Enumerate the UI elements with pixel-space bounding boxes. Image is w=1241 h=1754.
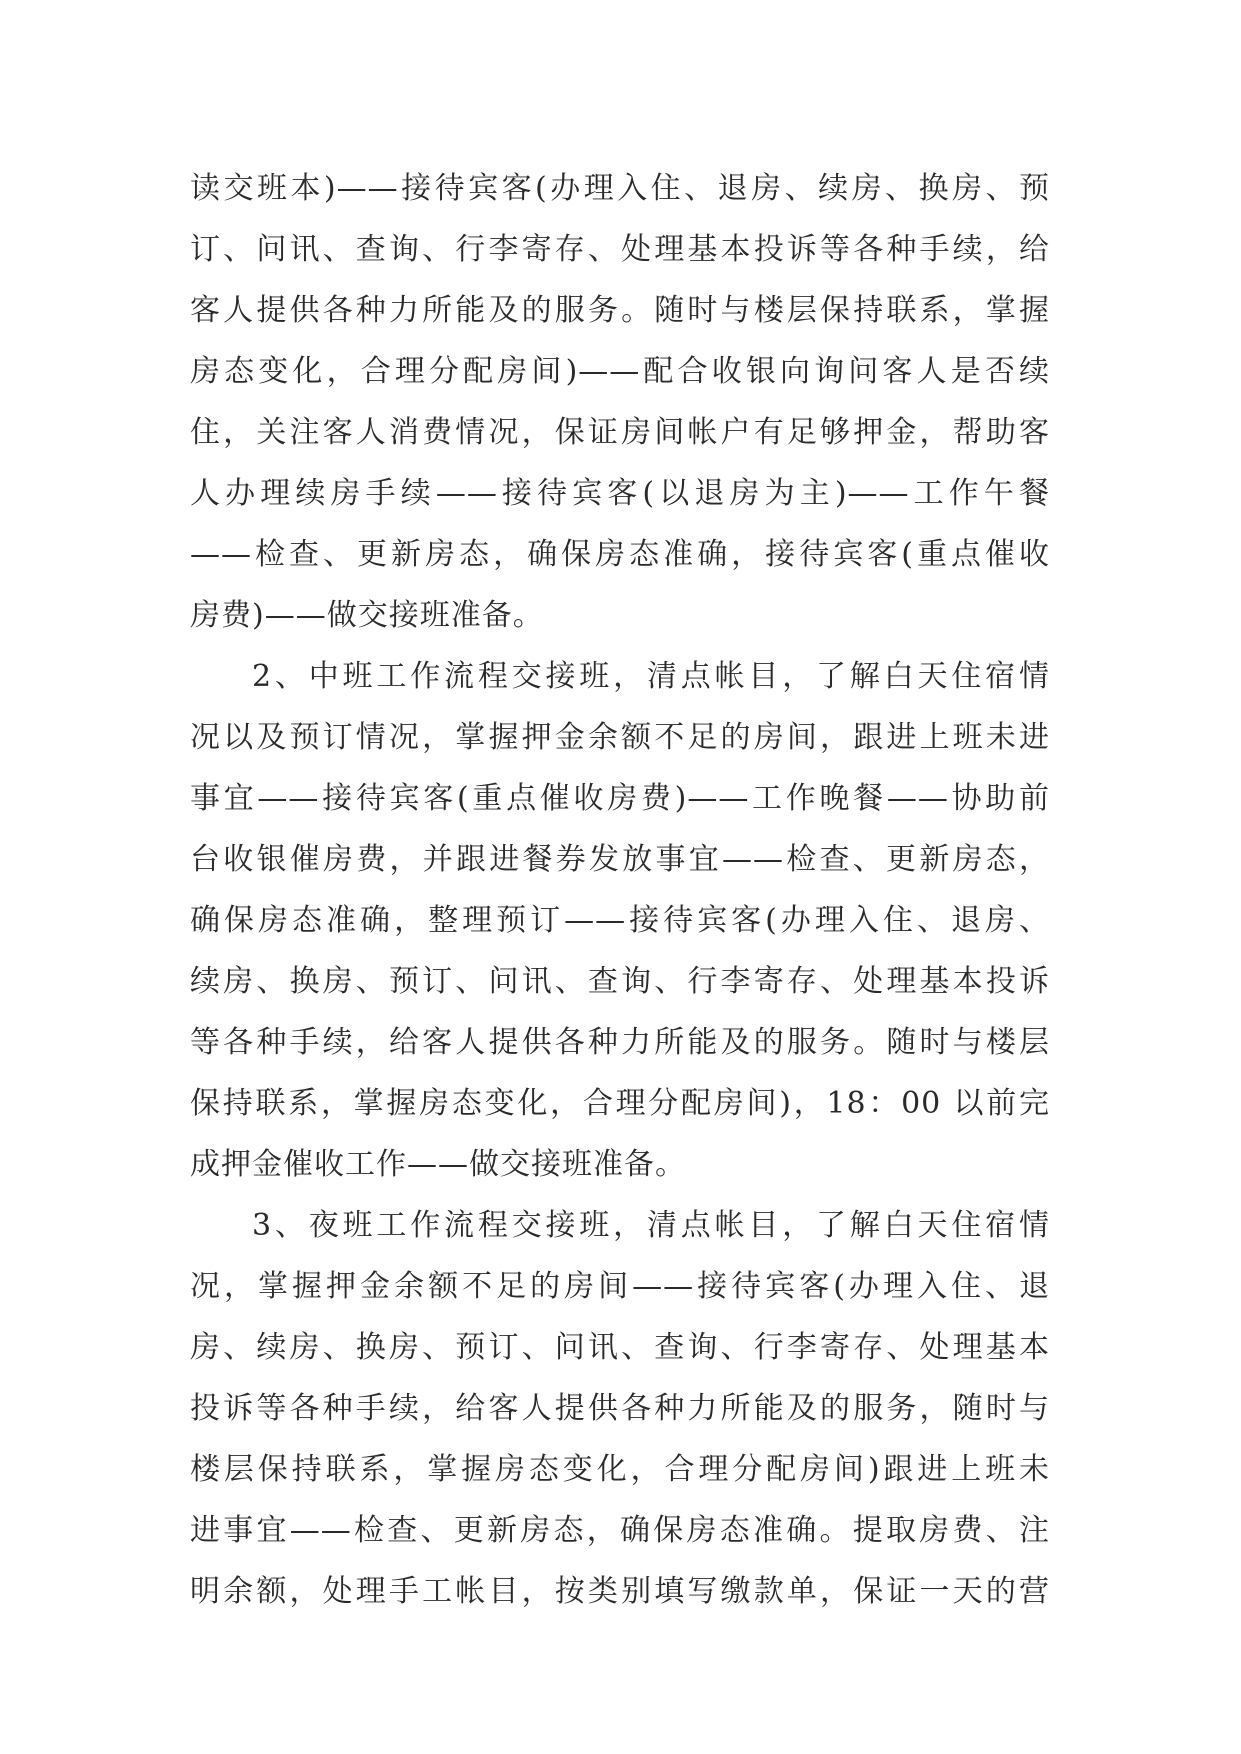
text-line: 况以及预订情况，掌握押金余额不足的房间，跟进上班未进 [190,720,1050,755]
text-line: 房态变化，合理分配房间)——配合收银向询问客人是否续 [190,354,1050,389]
text-line: 续房、换房、预订、问讯、查询、行李寄存、处理基本投诉 [190,964,1050,999]
text-line: 明余额，处理手工帐目，按类别填写缴款单，保证一天的营 [190,1574,1050,1609]
text-line: 3、夜班工作流程交接班，清点帐目，了解白天住宿情 [252,1208,1050,1243]
text-line: 况，掌握押金余额不足的房间——接待宾客(办理入住、退 [190,1269,1050,1304]
text-line: 房费)——做交接班准备。 [190,598,544,633]
text-line: 事宜——接待宾客(重点催收房费)——工作晚餐——协助前 [190,781,1050,816]
text-line: 保持联系，掌握房态变化，合理分配房间)，18：00 以前完 [190,1086,1050,1121]
document-body [190,158,1050,1622]
text-line: 楼层保持联系，掌握房态变化，合理分配房间)跟进上班未 [190,1452,1050,1487]
text-line: 投诉等各种手续，给客人提供各种力所能及的服务，随时与 [190,1391,1050,1426]
text-line: 住，关注客人消费情况，保证房间帐户有足够押金，帮助客 [190,415,1050,450]
text-line: 人办理续房手续——接待宾客(以退房为主)——工作午餐 [190,476,1050,511]
text-line: 客人提供各种力所能及的服务。随时与楼层保持联系，掌握 [190,293,1050,328]
text-line: 等各种手续，给客人提供各种力所能及的服务。随时与楼层 [190,1025,1050,1060]
text-line: ——检查、更新房态，确保房态准确，接待宾客(重点催收 [190,537,1050,572]
text-line: 订、问讯、查询、行李寄存、处理基本投诉等各种手续，给 [190,232,1050,267]
text-line: 房、续房、换房、预订、问讯、查询、行李寄存、处理基本 [190,1330,1050,1365]
text-line: 台收银催房费，并跟进餐券发放事宜——检查、更新房态， [190,842,1050,877]
text-line: 确保房态准确，整理预订——接待宾客(办理入住、退房、 [190,903,1050,938]
text-line: 读交班本)——接待宾客(办理入住、退房、续房、换房、预 [190,171,1050,206]
text-line: 2、中班工作流程交接班，清点帐目，了解白天住宿情 [252,659,1050,694]
text-line: 进事宜——检查、更新房态，确保房态准确。提取房费、注 [190,1513,1050,1548]
text-line: 成押金催收工作——做交接班准备。 [190,1147,686,1182]
